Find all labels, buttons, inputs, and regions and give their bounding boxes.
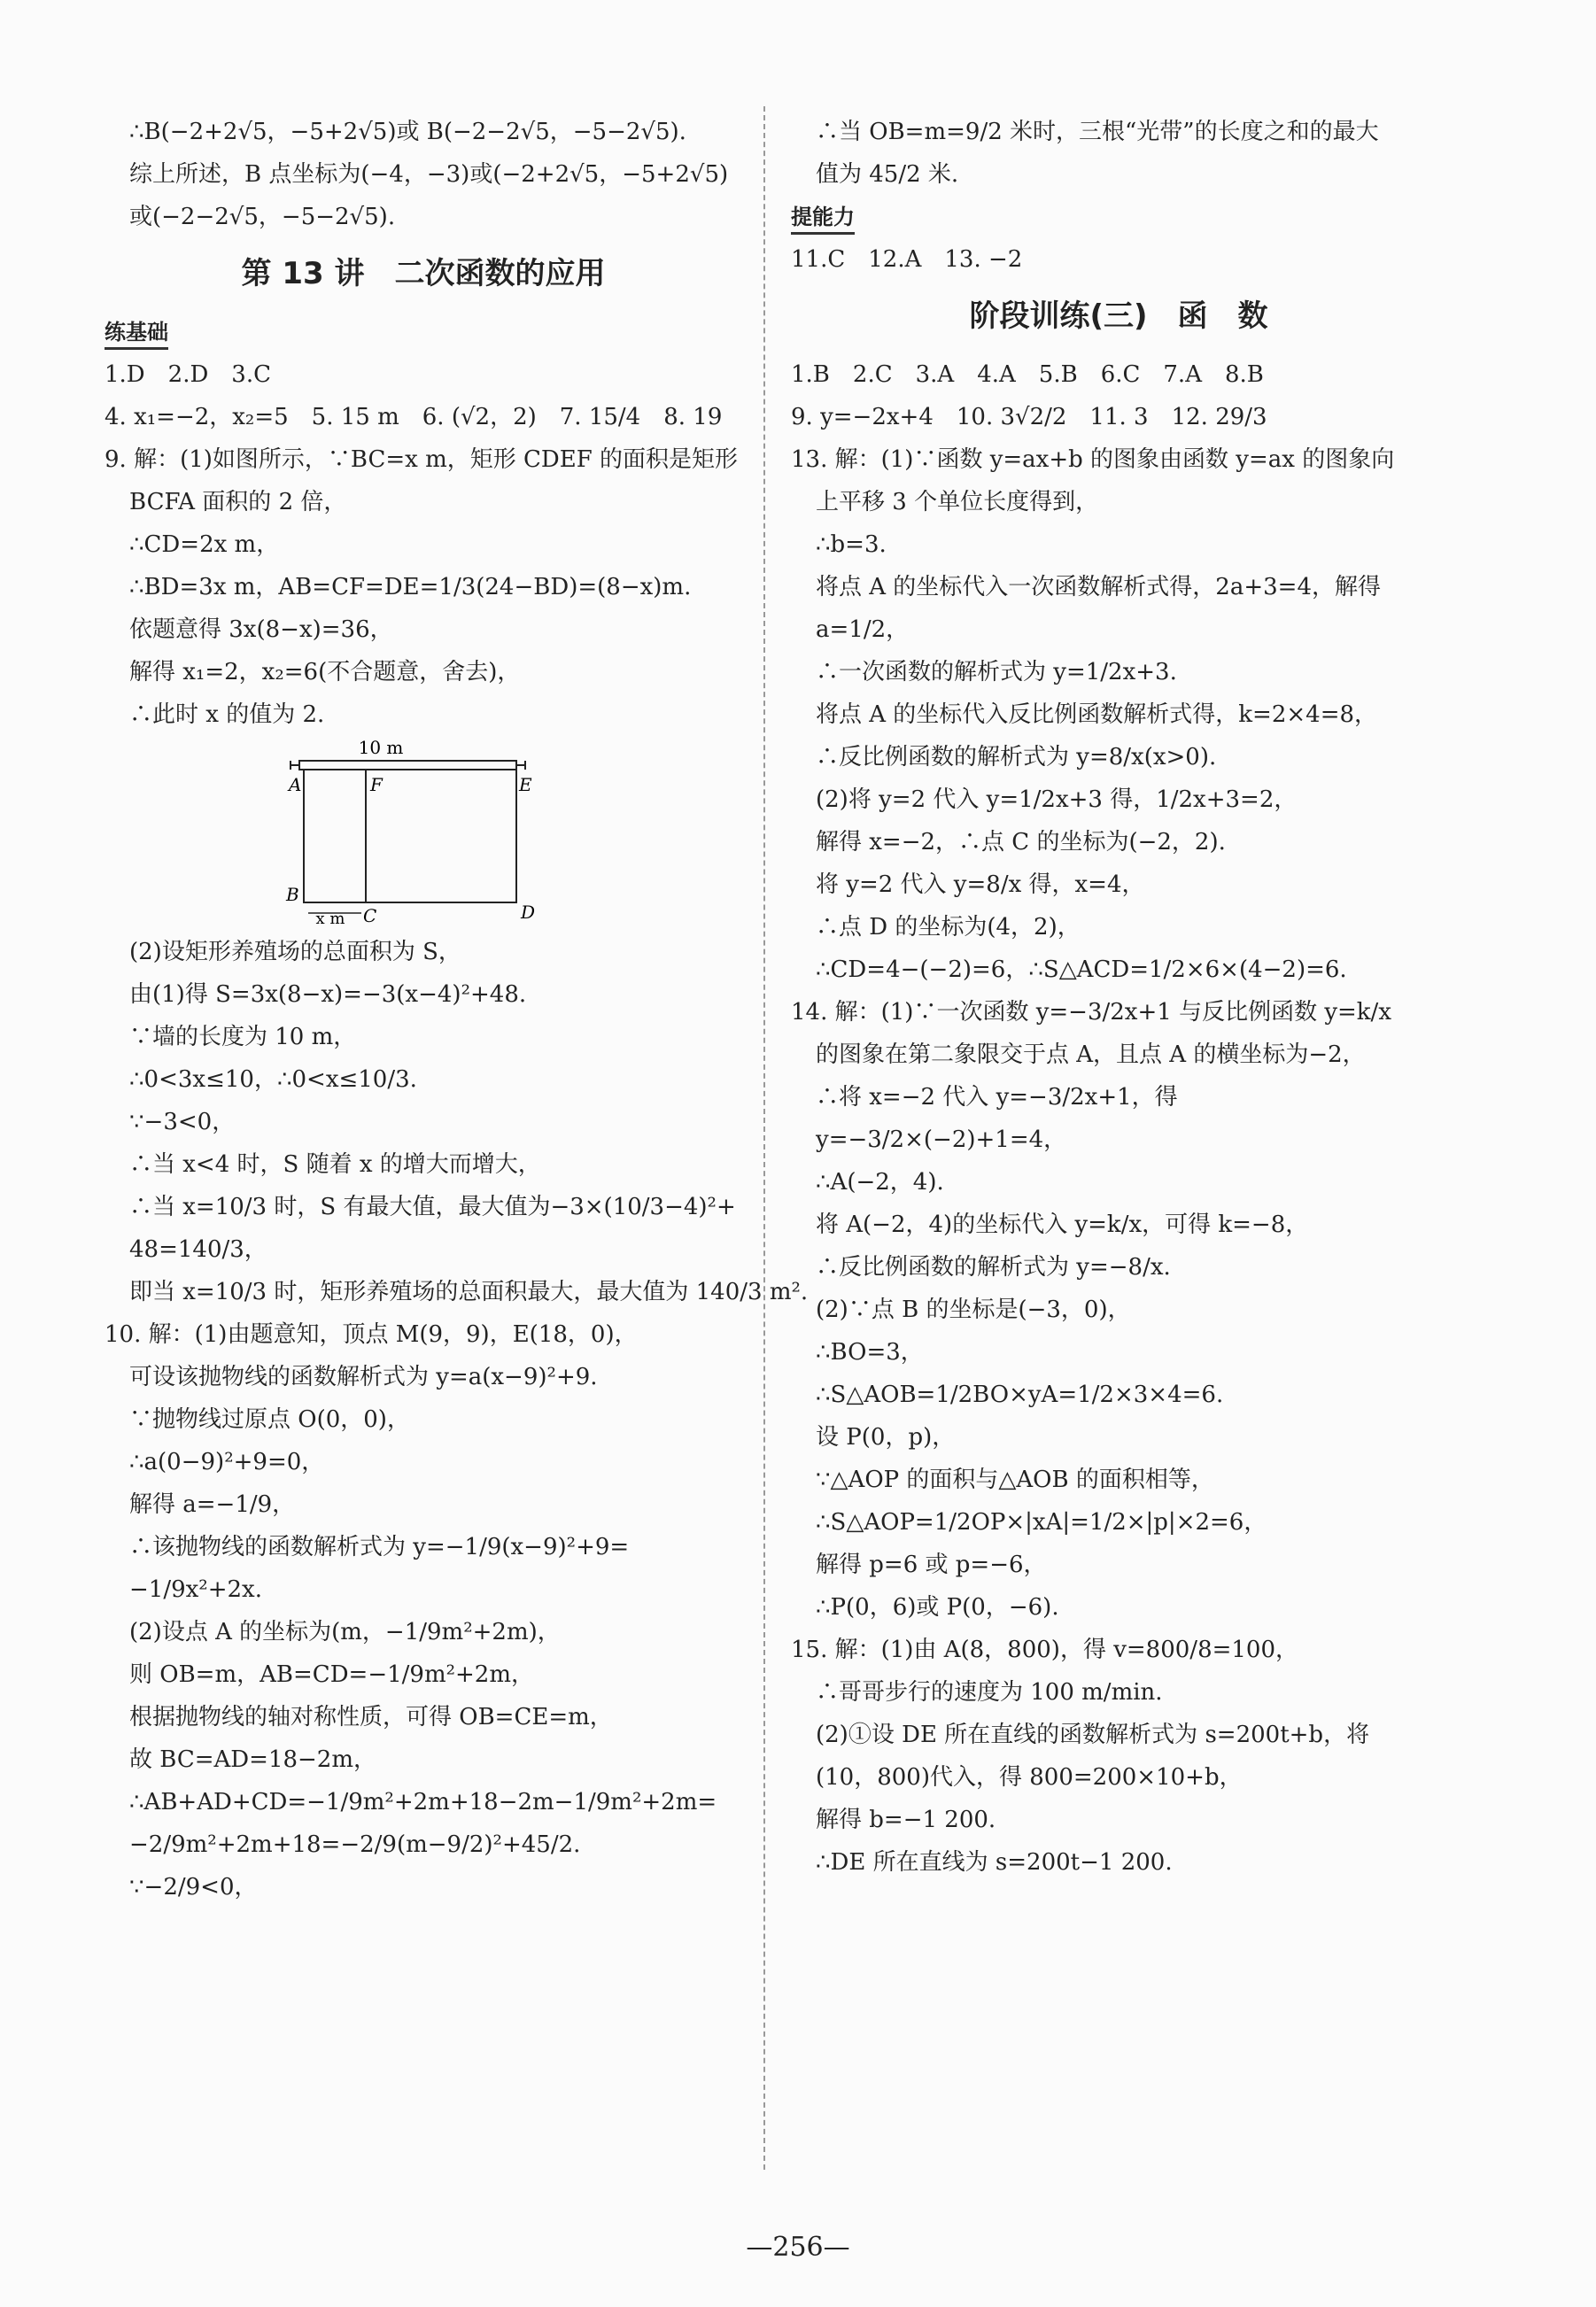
point-label: C: [363, 905, 377, 926]
text-line: (2)①设 DE 所在直线的函数解析式为 s=200t+b，将: [816, 1722, 1370, 1748]
text-line: 解得 b=−1 200.: [816, 1807, 996, 1833]
text-line: 解得 x=−2，∴点 C 的坐标为(−2，2).: [816, 829, 1226, 855]
text-line: (10，800)代入，得 800=200×10+b，: [816, 1764, 1243, 1791]
text-line: 值为 45/2 米.: [816, 161, 959, 188]
rectangle-diagram: [105, 736, 742, 931]
point-label: B: [286, 884, 299, 905]
text-line: a=1/2，: [816, 616, 910, 643]
text-line: ∴当 x<4 时，S 随着 x 的增大而增大，: [129, 1151, 541, 1178]
text-line: 上平移 3 个单位长度得到，: [816, 489, 1099, 515]
text-line: 将 A(−2，4)的坐标代入 y=k/x，可得 k=−8，: [816, 1212, 1309, 1238]
column-divider: [763, 106, 765, 2170]
section-label-ability: 提能力: [791, 202, 855, 235]
answer-line: 1.D 2.D 3.C: [105, 361, 272, 388]
text-line: (2)设矩形养殖场的总面积为 S，: [129, 939, 461, 965]
text-line: ∴0<3x≤10，∴0<x≤10/3.: [129, 1066, 417, 1093]
text-line: −2/9m²+2m+18=−2/9(m−9/2)²+45/2.: [129, 1831, 581, 1858]
text-line: ∴将 x=−2 代入 y=−3/2x+1，得: [816, 1084, 1178, 1111]
text-line: 解得 a=−1/9，: [129, 1491, 296, 1518]
text-line: 设 P(0，p)，: [816, 1424, 956, 1451]
text-line: 由(1)得 S=3x(8−x)=−3(x−4)²+48.: [129, 981, 527, 1008]
answer-line: 1.B 2.C 3.A 4.A 5.B 6.C 7.A 8.B: [791, 361, 1264, 388]
text-line: 的图象在第二象限交于点 A，且点 A 的横坐标为−2，: [816, 1041, 1366, 1068]
text-line: ∵−2/9<0，: [129, 1874, 258, 1901]
label-top: 10 m: [358, 737, 404, 758]
text-line: 15. 解：(1)由 A(8，800)，得 v=800/8=100，: [791, 1637, 1299, 1663]
point-label: A: [289, 774, 302, 795]
text-line: ∴b=3.: [816, 531, 887, 558]
text-line: 48=140/3，: [129, 1236, 267, 1263]
page-number: —256—: [746, 2232, 850, 2263]
answer-line: 4. x₁=−2，x₂=5 5. 15 m 6. (√2，2) 7. 15/4 8. 19: [105, 404, 723, 430]
section-label-basics: 练基础: [105, 317, 168, 350]
text-line: y=−3/2×(−2)+1=4，: [816, 1126, 1067, 1153]
text-line: 综上所述，B 点坐标为(−4，−3)或(−2+2√5，−5+2√5): [129, 161, 729, 188]
text-line: 则 OB=m，AB=CD=−1/9m²+2m，: [129, 1661, 535, 1688]
text-line: 即当 x=10/3 时，矩形养殖场的总面积最大，最大值为 140/3 m².: [129, 1279, 809, 1305]
lecture-title: 第 13 讲 二次函数的应用: [241, 256, 606, 291]
text-line: 可设该抛物线的函数解析式为 y=a(x−9)²+9.: [129, 1364, 598, 1390]
text-line: ∴一次函数的解析式为 y=1/2x+3.: [816, 659, 1177, 685]
text-line: ∴P(0，6)或 P(0，−6).: [816, 1594, 1059, 1621]
text-line: 14. 解：(1)∵一次函数 y=−3/2x+1 与反比例函数 y=k/x: [791, 999, 1391, 1026]
text-line: ∴DE 所在直线为 s=200t−1 200.: [816, 1849, 1173, 1876]
text-line: ∴当 OB=m=9/2 米时，三根“光带”的长度之和的最大: [816, 119, 1379, 145]
text-line: ∴当 x=10/3 时，S 有最大值，最大值为−3×(10/3−4)²+: [129, 1194, 736, 1220]
point-label: E: [519, 774, 532, 795]
text-line: ∴A(−2，4).: [816, 1169, 944, 1196]
text-line: 将 y=2 代入 y=8/x 得，x=4，: [816, 871, 1145, 898]
text-line: ∴CD=2x m，: [129, 531, 280, 558]
left-column: [105, 111, 809, 1908]
text-line: ∴AB+AD+CD=−1/9m²+2m+18−2m−1/9m²+2m=: [129, 1789, 717, 1815]
text-line: ∴BD=3x m，AB=CF=DE=1/3(24−BD)=(8−x)m.: [129, 574, 692, 600]
text-line: 9. 解：(1)如图所示，∵BC=x m，矩形 CDEF 的面积是矩形: [105, 446, 739, 473]
answer-line: 11.C 12.A 13. −2: [791, 246, 1023, 273]
text-line: 故 BC=AD=18−2m，: [129, 1746, 377, 1773]
label-bottom: x m: [315, 910, 345, 926]
text-line: ∴点 D 的坐标为(4，2)，: [816, 914, 1081, 941]
text-line: ∴此时 x 的值为 2.: [129, 701, 325, 728]
stage-title: 阶段训练(三) 函 数: [969, 298, 1268, 334]
text-line: (2)∵点 B 的坐标是(−3，0)，: [816, 1297, 1131, 1323]
text-line: ∴S△AOB=1/2BO×yA=1/2×3×4=6.: [816, 1382, 1224, 1408]
point-label: D: [521, 902, 536, 923]
text-line: −1/9x²+2x.: [129, 1576, 262, 1603]
text-line: ∴BO=3，: [816, 1339, 924, 1366]
text-line: ∵△AOP 的面积与△AOB 的面积相等，: [816, 1467, 1214, 1493]
text-line: ∴反比例函数的解析式为 y=8/x(x>0).: [816, 744, 1217, 770]
text-line: (2)将 y=2 代入 y=1/2x+3 得，1/2x+3=2，: [816, 786, 1298, 813]
text-line: ∵墙的长度为 10 m，: [129, 1024, 357, 1050]
text-line: (2)设点 A 的坐标为(m，−1/9m²+2m)，: [129, 1619, 561, 1645]
text-line: 10. 解：(1)由题意知，顶点 M(9，9)，E(18，0)，: [105, 1321, 638, 1348]
text-line: 将点 A 的坐标代入反比例函数解析式得，k=2×4=8，: [816, 701, 1378, 728]
text-line: 解得 x₁=2，x₂=6(不合题意，舍去)，: [129, 659, 521, 685]
diagram-svg: [282, 736, 547, 926]
wall: [299, 761, 516, 770]
text-line: 依题意得 3x(8−x)=36，: [129, 616, 393, 643]
point-label: F: [370, 774, 383, 795]
text-line: ∵−3<0，: [129, 1109, 236, 1135]
text-line: ∴a(0−9)²+9=0，: [129, 1449, 325, 1475]
text-line: 或(−2−2√5，−5−2√5).: [129, 204, 396, 230]
text-line: ∴CD=4−(−2)=6，∴S△ACD=1/2×6×(4−2)=6.: [816, 956, 1347, 983]
text-line: ∵抛物线过原点 O(0，0)，: [129, 1406, 410, 1433]
text-line: 13. 解：(1)∵函数 y=ax+b 的图象由函数 y=ax 的图象向: [791, 446, 1395, 473]
enclosure: [304, 770, 516, 902]
text-line: ∴该抛物线的函数解析式为 y=−1/9(x−9)²+9=: [129, 1534, 630, 1560]
text-line: 根据抛物线的轴对称性质，可得 OB=CE=m，: [129, 1704, 613, 1730]
text-line: ∴哥哥步行的速度为 100 m/min.: [816, 1679, 1163, 1706]
right-column: [791, 111, 1446, 1884]
text-line: ∴反比例函数的解析式为 y=−8/x.: [816, 1254, 1171, 1281]
answer-line: 9. y=−2x+4 10. 3√2/2 11. 3 12. 29/3: [791, 404, 1267, 430]
text-line: 将点 A 的坐标代入一次函数解析式得，2a+3=4，解得: [816, 574, 1382, 600]
text-line: BCFA 面积的 2 倍，: [129, 489, 347, 515]
text-line: ∴S△AOP=1/2OP×|xA|=1/2×|p|×2=6，: [816, 1509, 1267, 1536]
text-line: 解得 p=6 或 p=−6，: [816, 1552, 1047, 1578]
text-line: ∴B(−2+2√5，−5+2√5)或 B(−2−2√5，−5−2√5).: [129, 119, 686, 145]
